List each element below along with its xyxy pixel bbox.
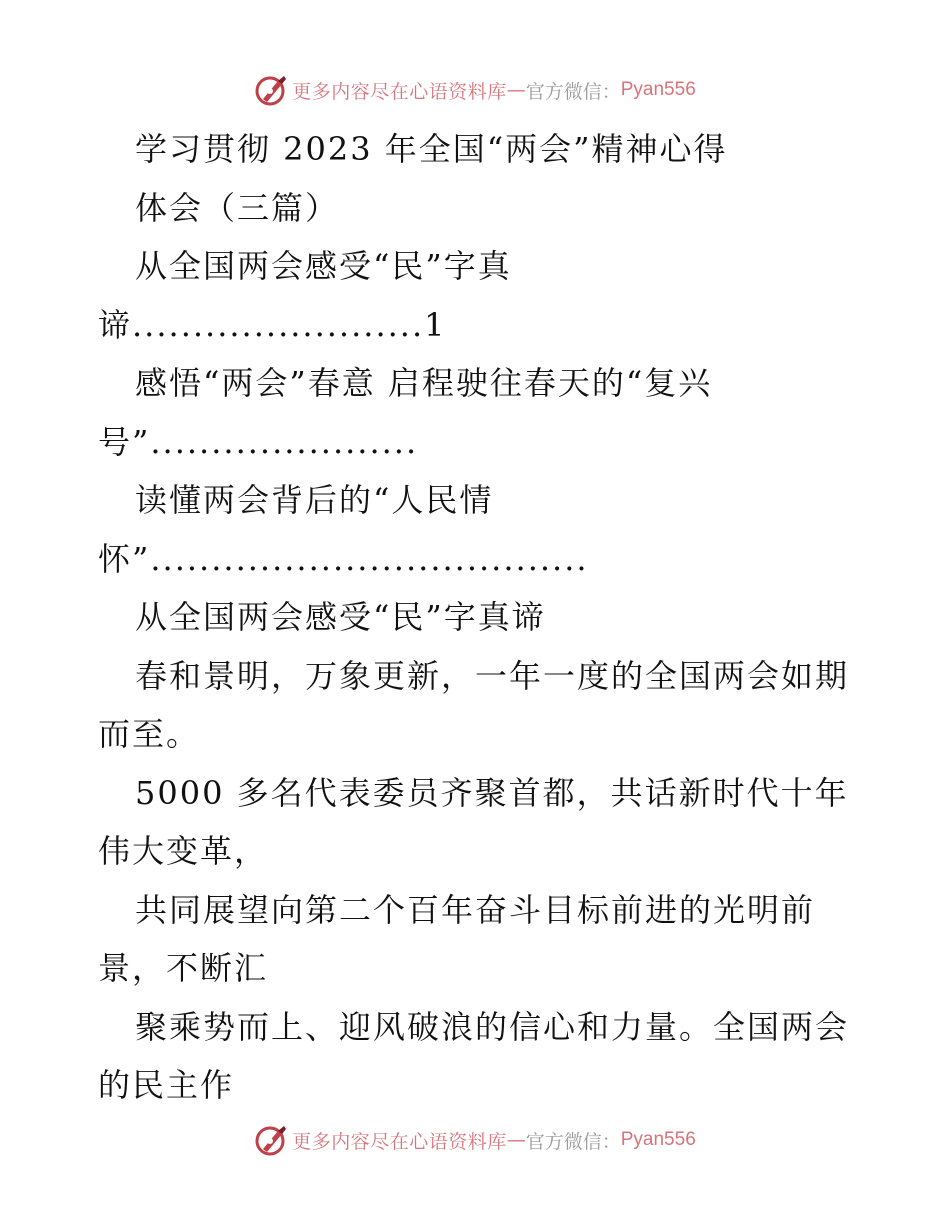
text-line: 从全国两会感受“民”字真谛 (135, 598, 546, 636)
watermark-label: 官方微信： (525, 80, 621, 103)
watermark-brand: 更多内容尽在心语资料库 (292, 80, 507, 103)
text-line: 感悟“两会”春意 启程驶往春天的“复兴 (135, 364, 713, 402)
pen-logo-icon (254, 73, 288, 107)
document-body (98, 120, 858, 1115)
watermark-id: Pyan556 (620, 1129, 696, 1150)
watermark-id: Pyan556 (620, 79, 696, 100)
pen-logo-icon (254, 1123, 288, 1157)
text-line: 体会（三篇） (135, 188, 340, 227)
text-line: 学习贯彻 2023 年全国“两会”精神心得 (135, 130, 728, 168)
text-line: 春和景明，万象更新，一年一度的全国两会如期 (135, 656, 850, 695)
text-line: 读懂两会背后的“人民情 (135, 481, 494, 519)
watermark-brand: 更多内容尽在心语资料库 (292, 1130, 507, 1153)
text-line: 共同展望向第二个百年奋斗目标前进的光明前 (135, 890, 816, 929)
text-line: 从全国两会感受“民”字真 (135, 247, 512, 285)
watermark-separator: — (506, 79, 526, 101)
text-line: 聚乘势而上、迎风破浪的信心和力量。全国两会 (135, 1007, 850, 1046)
text-line: 谛........................1 (98, 305, 447, 344)
text-line: 5000 多名代表委员齐聚首都，共话新时代十年 (135, 773, 849, 812)
text-line: 怀”.................................... (98, 539, 589, 578)
header-watermark (0, 70, 950, 110)
footer-watermark (0, 1120, 950, 1160)
text-line: 的民主作 (98, 1066, 235, 1104)
text-line: 而至。 (98, 715, 201, 753)
watermark-separator: — (506, 1129, 526, 1151)
text-line: 景，不断汇 (98, 949, 269, 987)
text-line: 号”...................... (98, 422, 419, 461)
text-line: 伟大变革， (98, 832, 269, 870)
watermark-label: 官方微信： (525, 1130, 621, 1153)
